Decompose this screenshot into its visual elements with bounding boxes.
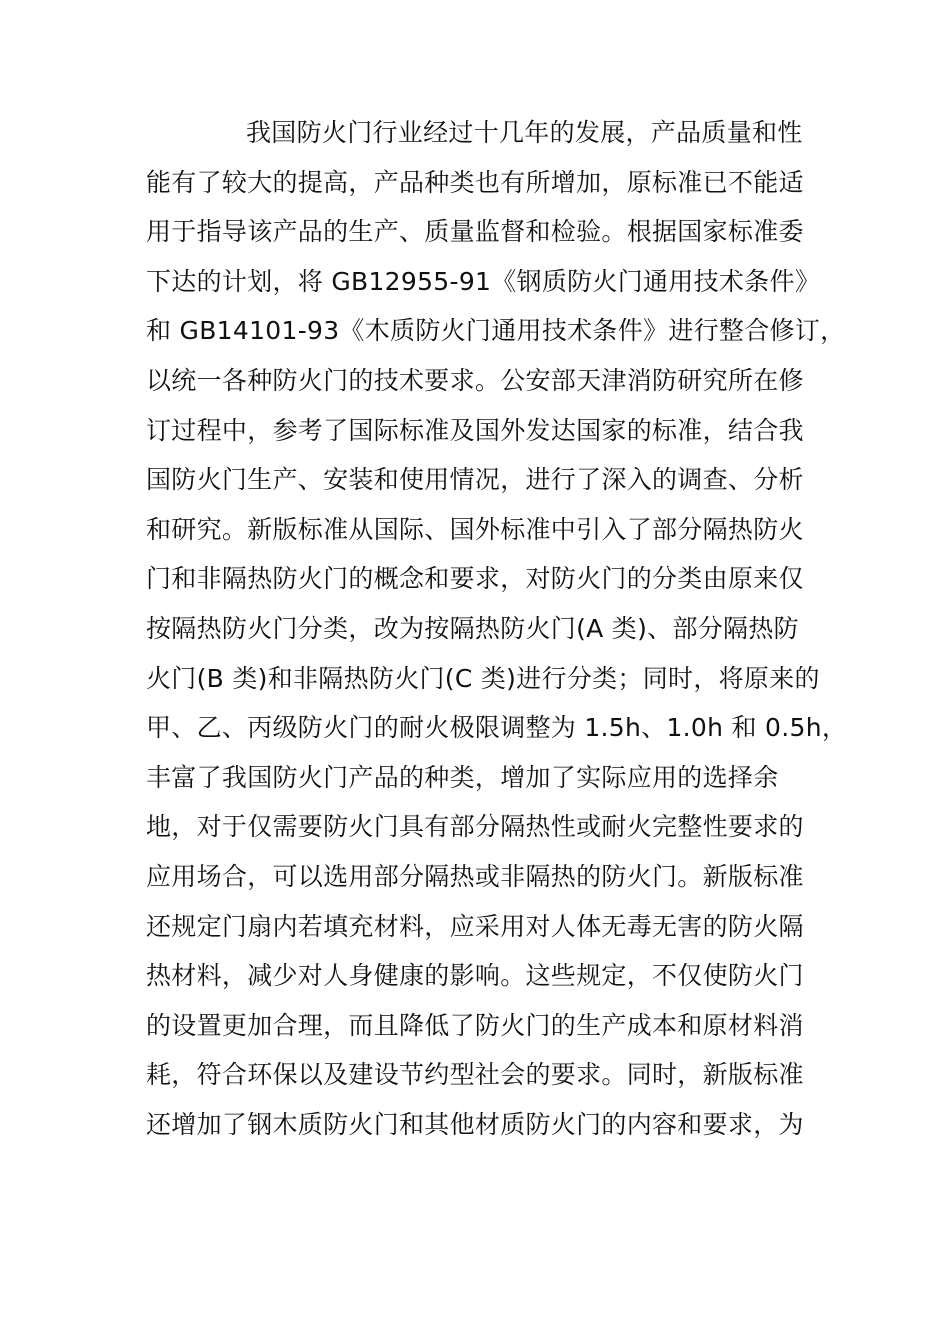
body-paragraph — [146, 108, 848, 1149]
paragraph-line: 下达的计划，将 GB12955-91《钢质防火门通用技术条件》 — [146, 266, 821, 296]
paragraph-line: 耗，符合环保以及建设节约型社会的要求。同时，新版标准 — [146, 1060, 804, 1090]
paragraph-line: 和 GB14101-93《木质防火门通用技术条件》进行整合修订， — [146, 316, 846, 346]
paragraph-line: 国防火门生产、安装和使用情况，进行了深入的调查、分析 — [146, 465, 804, 495]
paragraph-line: 还规定门扇内若填充材料，应采用对人体无毒无害的防火隔 — [146, 911, 804, 941]
paragraph-line: 热材料，减少对人身健康的影响。这些规定，不仅使防火门 — [146, 961, 804, 991]
paragraph-line: 甲、乙、丙级防火门的耐火极限调整为 1.5h、1.0h 和 0.5h， — [146, 713, 848, 743]
paragraph-line: 还增加了钢木质防火门和其他材质防火门的内容和要求，为 — [146, 1109, 804, 1139]
paragraph-line: 火门(B 类)和非隔热防火门(C 类)进行分类；同时，将原来的 — [146, 663, 820, 693]
paragraph-line: 用于指导该产品的生产、质量监督和检验。根据国家标准委 — [146, 217, 804, 247]
paragraph-line: 应用场合，可以选用部分隔热或非隔热的防火门。新版标准 — [146, 861, 804, 891]
paragraph-line: 按隔热防火门分类，改为按隔热防火门(A 类)、部分隔热防 — [146, 613, 799, 643]
paragraph-line: 和研究。新版标准从国际、国外标准中引入了部分隔热防火 — [146, 514, 804, 544]
paragraph-line: 订过程中，参考了国际标准及国外发达国家的标准，结合我 — [146, 415, 804, 445]
paragraph-line: 的设置更加合理，而且降低了防火门的生产成本和原材料消 — [146, 1010, 804, 1040]
paragraph-line: 地，对于仅需要防火门具有部分隔热性或耐火完整性要求的 — [146, 812, 804, 842]
paragraph-line: 丰富了我国防火门产品的种类，增加了实际应用的选择余 — [146, 762, 779, 792]
paragraph-line: 我国防火门行业经过十几年的发展，产品质量和性 — [246, 118, 803, 147]
paragraph-line: 以统一各种防火门的技术要求。公安部天津消防研究所在修 — [146, 365, 804, 395]
paragraph-line: 门和非隔热防火门的概念和要求，对防火门的分类由原来仅 — [146, 564, 804, 594]
paragraph-line: 能有了较大的提高，产品种类也有所增加，原标准已不能适 — [146, 167, 804, 197]
